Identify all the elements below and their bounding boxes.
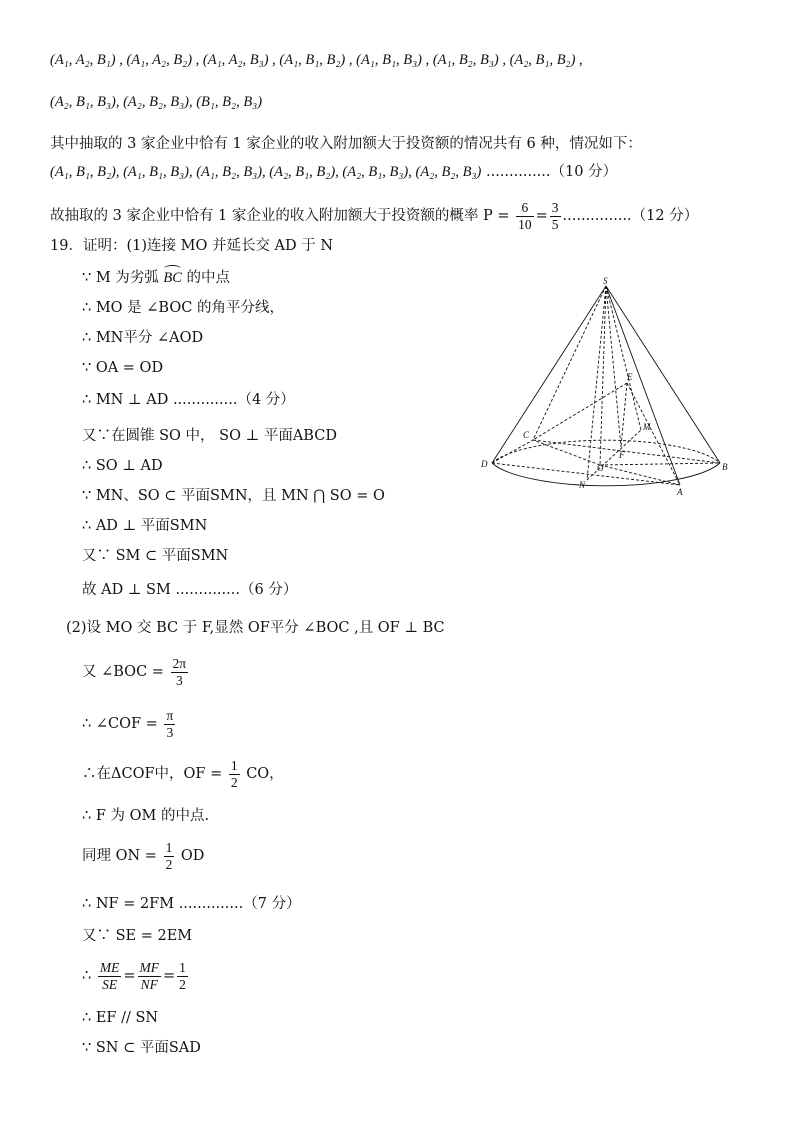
step-text: ∴在ΔCOF中，OF = <box>82 766 223 782</box>
segment-cb <box>533 440 720 463</box>
step-text: ∴ <box>82 968 92 984</box>
probability-text: 故抽取的 3 家企业中恰有 1 家企业的收入附加额大于投资额的概率 P = <box>50 208 510 224</box>
label-n: N <box>579 480 586 490</box>
fraction-3-5 <box>550 200 561 233</box>
step-text: ∴ NF = 2FM <box>82 896 175 912</box>
step-angle-boc <box>82 654 190 690</box>
step-ad-perp-plane: ∴ AD ⊥ 平面SMN <box>82 518 208 534</box>
base-ellipse-back <box>492 440 720 463</box>
score-12: ...............（12 分） <box>562 208 699 224</box>
frac-num: 2π <box>172 655 187 671</box>
segment-sm <box>606 286 641 430</box>
segment-oa <box>600 465 680 485</box>
fraction-6-10 <box>516 200 534 233</box>
step-text: OD <box>180 848 205 864</box>
step-of-half-co <box>82 756 284 792</box>
step-se-2em: 又∵ SE = 2EM <box>82 928 193 944</box>
fraction-mf-nf <box>138 960 162 993</box>
step-text: 又 ∠BOC = <box>82 664 164 680</box>
step-midpoint <box>82 268 230 288</box>
label-e: E <box>627 372 633 382</box>
case-list: (A₁, B₁, B₂), (A₁, B₁, B₃), (A₁, B₂, B₃), (A₂, B₁, B₂), (A₂, B₁, B₃), (A₂, B₂, B₃) <box>50 164 482 180</box>
step-text: 故 AD ⊥ SM <box>82 582 171 598</box>
step-ad-perp-sm <box>82 580 297 600</box>
frac-num: 1 <box>179 959 186 975</box>
step-text: ∴ ∠COF = <box>82 716 158 732</box>
equals-sign: = <box>163 968 176 984</box>
fraction-pi-3 <box>164 708 175 741</box>
cone-figure <box>475 275 735 505</box>
segment-ob <box>600 463 720 465</box>
step-cone-so: 又∵在圆锥 SO 中， SO ⊥ 平面ABCD <box>82 428 337 444</box>
frac-num: 3 <box>551 199 559 215</box>
case-list-line <box>50 162 617 182</box>
step-text: 同理 ON = <box>82 848 157 864</box>
combination-list-line-2: (A₂, B₁, B₃), (A₂, B₂, B₃), (B₁, B₂, B₃) <box>50 94 263 110</box>
step-nf-2fm <box>82 894 301 914</box>
generator-sd <box>492 286 606 463</box>
label-d: D <box>481 459 488 469</box>
step-mn-perp-ad <box>82 390 295 410</box>
frac-num: 6 <box>516 200 534 217</box>
fraction-1-2 <box>164 840 175 873</box>
step-so-perp-ad: ∴ SO ⊥ AD <box>82 458 163 474</box>
frac-den: 10 <box>518 216 532 232</box>
step-plane-smn: ∵ MN、SO ⊂ 平面SMN，且 MN ⋂ SO = O <box>82 488 385 504</box>
segment-dc <box>492 440 533 463</box>
step-bisector: ∴ MO 是 ∠BOC 的角平分线， <box>82 300 284 316</box>
arc-bc: BC <box>163 270 182 286</box>
frac-den: 2 <box>165 856 173 872</box>
generator-sb <box>606 286 720 463</box>
frac-den: NF <box>140 976 158 992</box>
frac-num: MF <box>139 959 159 975</box>
step-ratio <box>82 956 190 996</box>
step-text: CO， <box>246 766 284 782</box>
frac-den: 2 <box>230 774 238 790</box>
frac-num: π <box>166 707 174 723</box>
label-s: S <box>603 276 608 286</box>
step-sm-in-plane: 又∵ SM ⊂ 平面SMN <box>82 548 229 564</box>
frac-den: 3 <box>175 672 183 688</box>
part-2-header: (2)设 MO 交 BC 于 F,显然 OF平分 ∠BOC ,且 OF ⊥ BC <box>66 620 445 636</box>
label-m: M <box>643 422 651 432</box>
frac-den: 5 <box>551 216 559 232</box>
fraction-2pi-3 <box>171 656 189 689</box>
step-text: 的中点 <box>186 270 231 286</box>
segment-sf <box>606 286 621 447</box>
segment-ef <box>621 383 627 447</box>
step-text: ∴ MN ⊥ AD <box>82 392 169 408</box>
problem-19-header: 19．证明：(1)连接 MO 并延长交 AD 于 N <box>50 238 334 254</box>
step-text: ∵ M 为劣弧 <box>82 270 159 286</box>
generator-sa <box>606 286 680 485</box>
score-6: ..............（6 分） <box>175 582 298 598</box>
probability-line <box>50 198 698 234</box>
step-mn-bisects: ∴ MN平分 ∠AOD <box>82 330 204 346</box>
frac-den: SE <box>102 976 118 992</box>
fraction-me-se <box>98 960 122 993</box>
step-f-midpoint: ∴ F 为 OM 的中点. <box>82 808 210 824</box>
label-b: B <box>722 462 728 472</box>
step-angle-cof <box>82 706 177 742</box>
score-7: ..............（7 分） <box>178 896 301 912</box>
frac-num: 1 <box>230 757 238 773</box>
frac-den: 3 <box>166 724 174 740</box>
score-4: ..............（4 分） <box>172 392 295 408</box>
segment-ec <box>533 383 627 440</box>
label-f: F <box>619 450 625 460</box>
segment-ad <box>492 463 680 485</box>
step-on-half-od <box>82 838 204 874</box>
step-ef-parallel-sn: ∴ EF // SN <box>82 1010 159 1026</box>
combination-list-line-1: (A₁, A₂, B₁) , (A₁, A₂, B₂) , (A₁, A₂, B₃) , (A₁, B₁, B₂) , (A₁, B₁, B₃) , (A₁, B₂, B₃) , (A₂, B₁, B₂) , <box>50 52 583 68</box>
segment-nm <box>587 430 641 480</box>
label-c: C <box>523 430 530 440</box>
score-10: ..............（10 分） <box>485 164 618 180</box>
segment-sc <box>533 286 606 440</box>
label-a: A <box>677 487 683 497</box>
equals-sign: = <box>123 968 136 984</box>
step-sn-in-plane: ∵ SN ⊂ 平面SAD <box>82 1040 201 1056</box>
case-count-sentence: 其中抽取的 3 家企业中恰有 1 家企业的收入附加额大于投资额的情况共有 6 种，情况如下： <box>50 136 642 152</box>
fraction-1-2 <box>177 960 188 993</box>
label-o: O <box>597 463 604 473</box>
fraction-1-2 <box>229 758 240 791</box>
frac-num: 1 <box>165 839 173 855</box>
segment-ea <box>627 383 680 485</box>
step-oa-od: ∵ OA = OD <box>82 360 164 376</box>
equals-sign: = <box>535 208 548 224</box>
frac-num: ME <box>99 959 120 975</box>
frac-den: 2 <box>179 976 186 992</box>
